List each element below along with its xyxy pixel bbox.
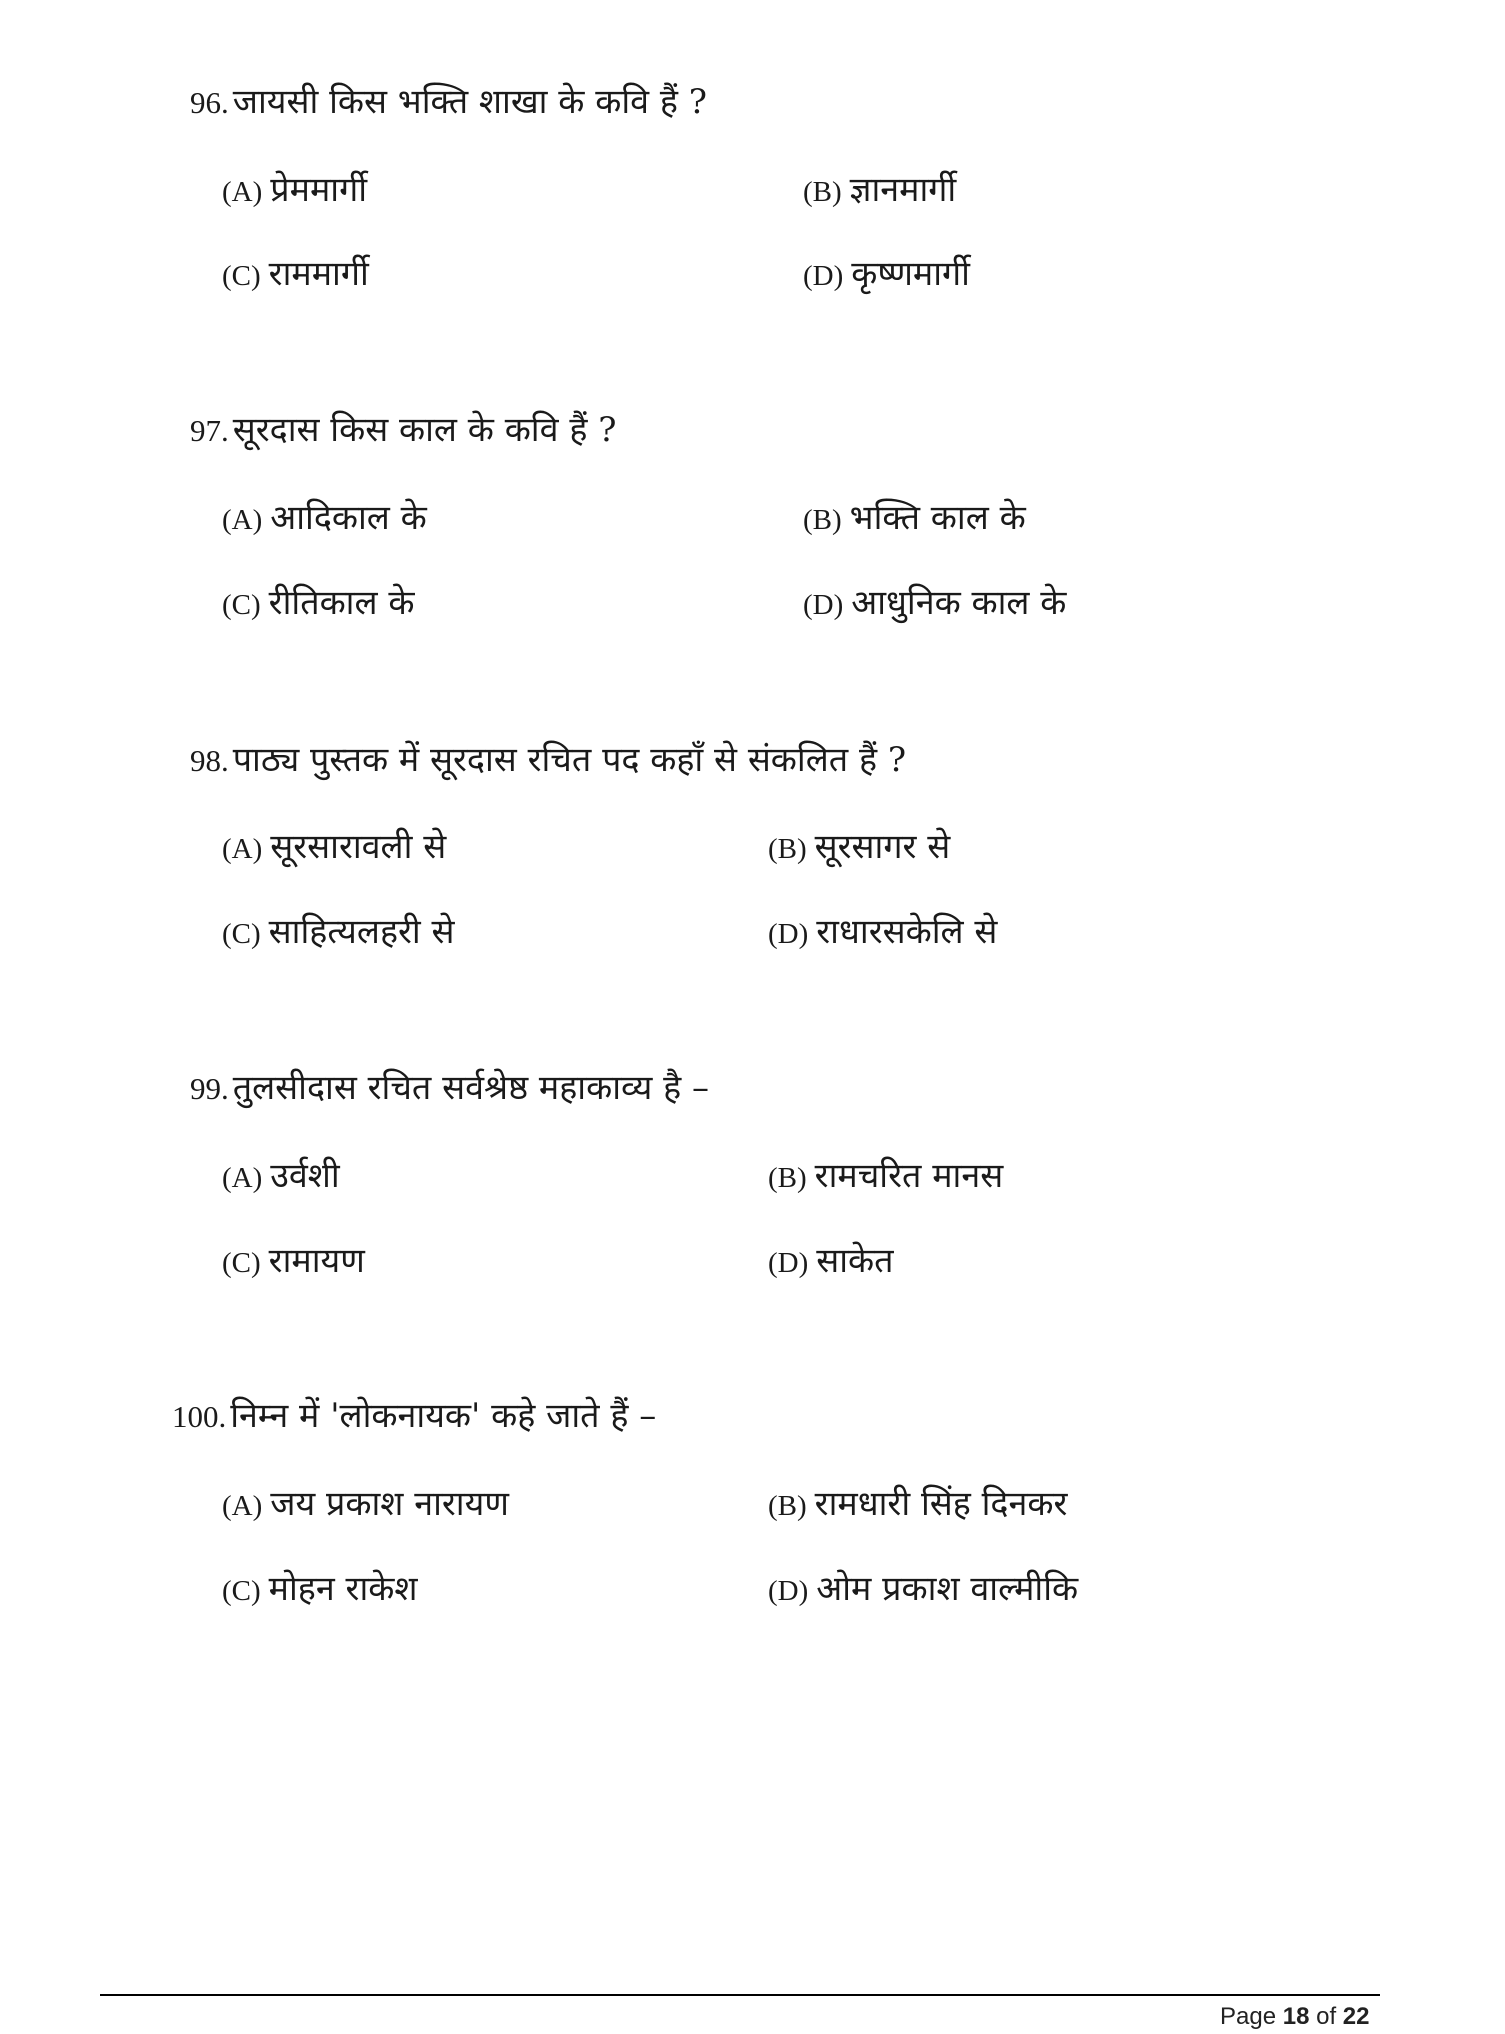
option-letter: (B) [803, 176, 842, 208]
footer-divider [100, 1994, 1380, 1996]
option-letter: (D) [768, 1575, 809, 1607]
option-text: कृष्णमार्गी [851, 254, 970, 294]
option-text: भक्ति काल के [849, 498, 1026, 538]
question-text [190, 1066, 709, 1111]
option-d [768, 910, 997, 956]
question-prompt: तुलसीदास रचित सर्वश्रेष्ठ महाकाव्य है – [232, 1068, 710, 1108]
question-number: 96. [190, 85, 229, 120]
question-number: 98. [190, 743, 229, 778]
option-text: राममार्गी [268, 254, 369, 294]
option-letter: (A) [222, 833, 263, 865]
option-text: ज्ञानमार्गी [849, 170, 957, 210]
option-letter: (A) [222, 1490, 263, 1522]
option-letter: (C) [222, 918, 261, 950]
option-letter: (D) [768, 918, 809, 950]
question-text [190, 80, 707, 125]
question-prompt: सूरदास किस काल के कवि हैं ? [232, 410, 617, 450]
option-letter: (B) [768, 1490, 807, 1522]
question-number: 99. [190, 1071, 229, 1106]
option-text: रामचरित मानस [814, 1156, 1004, 1196]
option-b [768, 825, 950, 871]
option-a [222, 496, 427, 542]
option-a [222, 1482, 509, 1528]
option-letter: (A) [222, 1162, 263, 1194]
option-c [222, 910, 455, 956]
option-text: रामधारी सिंह दिनकर [814, 1484, 1068, 1524]
question-prompt: जायसी किस भक्ति शाखा के कवि हैं ? [232, 82, 707, 122]
option-text: मोहन राकेश [268, 1569, 418, 1609]
question-number: 100. [172, 1399, 227, 1434]
option-text: सूरसारावली से [270, 827, 447, 867]
option-text: रामायण [268, 1241, 365, 1281]
option-text: ओम प्रकाश वाल्मीकि [816, 1569, 1079, 1609]
option-letter: (C) [222, 1247, 261, 1279]
option-letter: (B) [803, 504, 842, 536]
option-letter: (B) [768, 1162, 807, 1194]
option-text: साहित्यलहरी से [268, 912, 455, 952]
question-prompt: निम्न में 'लोकनायक' कहे जाते हैं – [230, 1396, 657, 1436]
page-of: of [1316, 2003, 1337, 2030]
option-text: सूरसागर से [814, 827, 951, 867]
option-text: प्रेममार्गी [270, 170, 368, 210]
option-text: उर्वशी [270, 1156, 340, 1196]
option-b [768, 1482, 1067, 1528]
question-number: 97. [190, 413, 229, 448]
option-a [222, 1154, 340, 1200]
option-letter: (A) [222, 176, 263, 208]
option-letter: (C) [222, 260, 261, 292]
option-b [768, 1154, 1003, 1200]
option-text: आधुनिक काल के [851, 583, 1067, 623]
option-c [222, 581, 414, 627]
option-d [768, 1239, 894, 1285]
option-b [803, 168, 956, 214]
option-text: साकेत [816, 1241, 894, 1281]
option-letter: (D) [803, 589, 844, 621]
option-b [803, 496, 1026, 542]
option-text: राधारसकेलि से [816, 912, 998, 952]
option-text: जय प्रकाश नारायण [270, 1484, 509, 1524]
option-letter: (D) [768, 1247, 809, 1279]
option-d [803, 252, 970, 298]
option-letter: (C) [222, 589, 261, 621]
question-text [190, 408, 616, 453]
option-letter: (B) [768, 833, 807, 865]
page-number [1220, 2003, 1370, 2031]
option-a [222, 168, 367, 214]
option-a [222, 825, 446, 871]
question-text [172, 1394, 656, 1439]
option-text: रीतिकाल के [268, 583, 415, 623]
option-letter: (C) [222, 1575, 261, 1607]
page-prefix: Page [1220, 2003, 1277, 2030]
question-prompt: पाठ्य पुस्तक में सूरदास रचित पद कहाँ से संकलित हैं ? [232, 740, 907, 780]
option-letter: (D) [803, 260, 844, 292]
option-c [222, 1567, 418, 1613]
option-letter: (A) [222, 504, 263, 536]
question-text [190, 738, 906, 783]
option-c [222, 1239, 365, 1285]
page-total: 22 [1342, 2003, 1370, 2030]
option-d [768, 1567, 1078, 1613]
option-c [222, 252, 369, 298]
page-current: 18 [1282, 2003, 1310, 2030]
option-text: आदिकाल के [270, 498, 427, 538]
option-d [803, 581, 1066, 627]
